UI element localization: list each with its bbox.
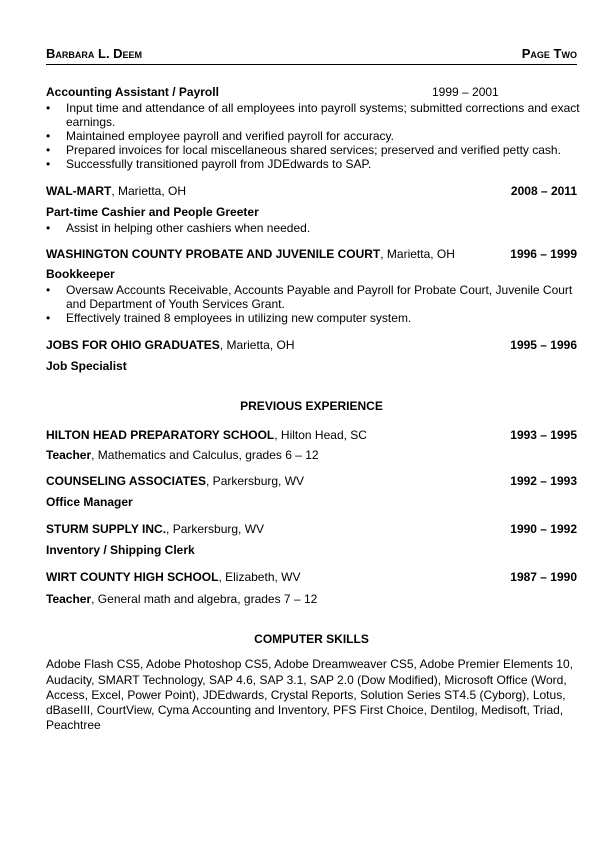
- bullet-icon: •: [46, 311, 51, 325]
- employer-location: , Marietta, OH: [380, 247, 455, 261]
- job-walmart-heading: [46, 184, 577, 199]
- job-title: Bookkeeper: [46, 267, 115, 281]
- job-sturm-heading: [46, 522, 577, 537]
- bullet-icon: •: [46, 143, 51, 157]
- skills-line: Adobe Flash CS5, Adobe Photoshop CS5, Adobe Dreamweaver CS5, Adobe Premier Elements 10,: [46, 657, 573, 671]
- header-page-number: Page Two: [521, 46, 577, 61]
- job-title: Job Specialist: [46, 359, 127, 373]
- employer-location: , Elizabeth, WV: [218, 570, 301, 584]
- job-dates: 1992 – 1993: [510, 474, 577, 488]
- header-name: Barbara L. Deem: [46, 46, 143, 61]
- employer-name: WAL-MART: [46, 184, 112, 198]
- job-title: Teacher: [46, 448, 92, 462]
- employer-location: , Hilton Head, SC: [274, 428, 367, 442]
- job-detail: , General math and algebra, grades 7 – 12: [91, 592, 318, 606]
- job-dates: 1993 – 1995: [510, 428, 577, 442]
- job-title-line: [46, 592, 577, 607]
- employer-location: , Marietta, OH: [219, 338, 295, 352]
- employer-location: , Parkersburg, WV: [206, 474, 305, 488]
- employer-name: WASHINGTON COUNTY PROBATE AND JUVENILE COURT: [46, 247, 381, 261]
- job-title: Teacher: [46, 592, 92, 606]
- section-heading-previous: PREVIOUS EXPERIENCE: [240, 399, 383, 413]
- job-acct-heading: [46, 85, 577, 100]
- job-title: Part-time Cashier and People Greeter: [46, 205, 259, 219]
- skills-line: Peachtree: [46, 718, 101, 732]
- job-dates: 1995 – 1996: [510, 338, 577, 352]
- job-title: Inventory / Shipping Clerk: [46, 543, 195, 557]
- job-dates: 2008 – 2011: [510, 184, 577, 198]
- job-title-line: [46, 448, 577, 463]
- employer-location: , Parkersburg, WV: [166, 522, 265, 536]
- employer-name: JOBS FOR OHIO GRADUATES: [46, 338, 220, 352]
- employer-name: WIRT COUNTY HIGH SCHOOL: [46, 570, 219, 584]
- employer-name: COUNSELING ASSOCIATES: [46, 474, 207, 488]
- job-dates: 1996 – 1999: [510, 247, 577, 261]
- employer-name: HILTON HEAD PREPARATORY SCHOOL: [46, 428, 275, 442]
- job-dates: 1999 – 2001: [432, 85, 499, 99]
- skills-line: Audacity, SMART Technology, SAP 4.6, SAP 3.1, SAP 2.0 (Dow Modified), Microsoft Office (Word,: [46, 673, 567, 687]
- job-dates: 1990 – 1992: [510, 522, 577, 536]
- job-detail: , Mathematics and Calculus, grades 6 – 12: [91, 448, 319, 462]
- job-title: Office Manager: [46, 495, 133, 509]
- employer-name: STURM SUPPLY INC.: [46, 522, 167, 536]
- job-probate-heading: [46, 247, 577, 262]
- bullet-icon: •: [46, 283, 51, 297]
- job-counseling-heading: [46, 474, 577, 489]
- employer-location: , Marietta, OH: [111, 184, 187, 198]
- skills-line: Access, Excel, Power Point), JDEdwards, Crystal Reports, Solution Series ST4.5 (Cyborg), Lotus,: [46, 688, 566, 702]
- job-hilton-heading: [46, 428, 577, 443]
- job-title: Accounting Assistant / Payroll: [46, 85, 219, 99]
- skills-line: dBaseIII, CourtView, Cyma Accounting and Inventory, PFS First Choice, Dentilog, Medisoft, Triad,: [46, 703, 564, 717]
- job-wirt-heading: [46, 570, 577, 585]
- bullet-icon: •: [46, 129, 51, 143]
- page-header: [46, 44, 577, 65]
- bullet-icon: •: [46, 157, 51, 171]
- job-jobs-heading: [46, 338, 577, 353]
- bullet-icon: •: [46, 101, 51, 115]
- bullet-icon: •: [46, 221, 51, 235]
- job-dates: 1987 – 1990: [510, 570, 577, 584]
- section-heading-skills: COMPUTER SKILLS: [254, 632, 369, 646]
